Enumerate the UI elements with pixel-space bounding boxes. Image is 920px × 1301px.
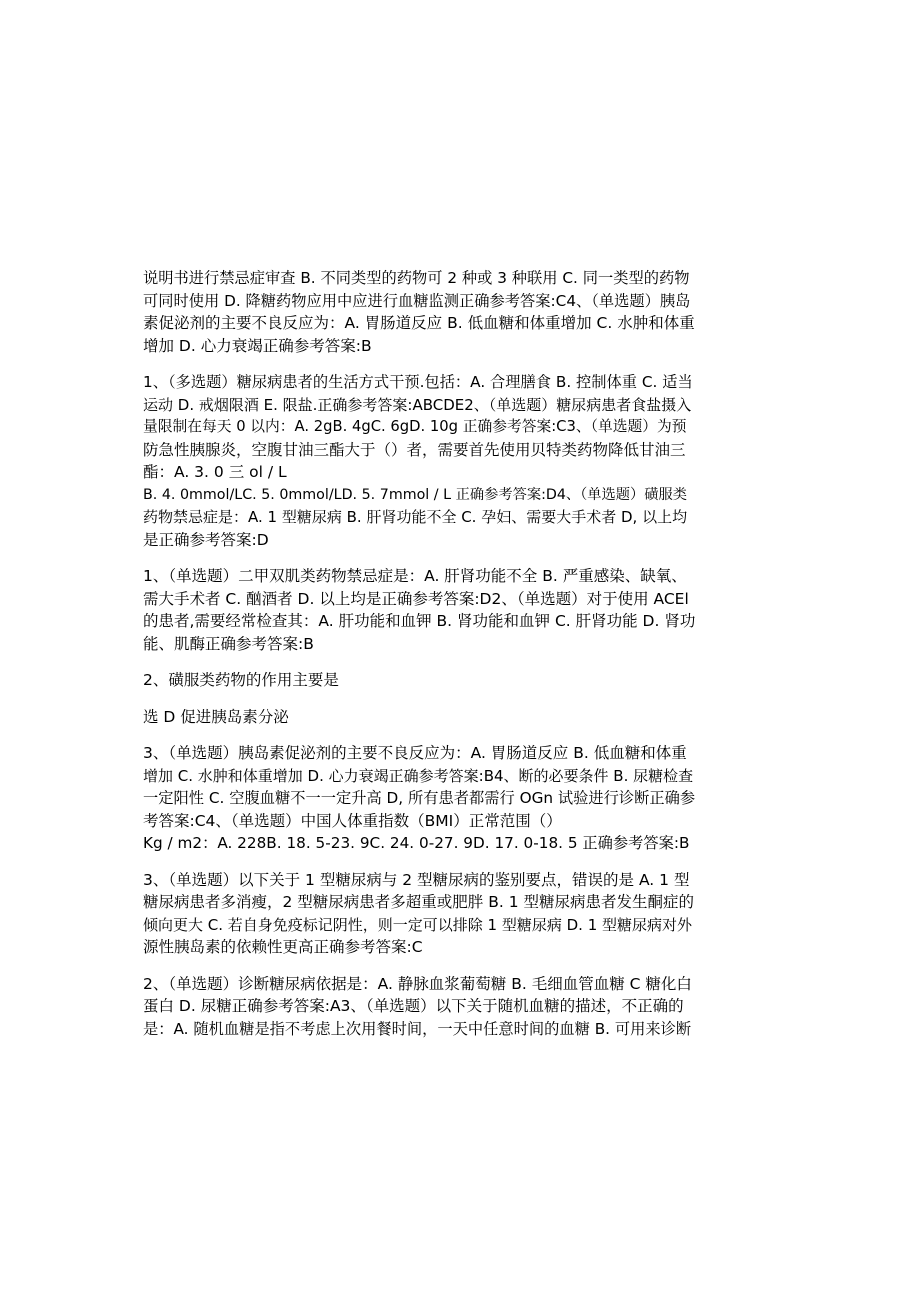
text-line: 1、（多选题）糖尿病患者的生活方式干预.包括：A. 合理膳食 B. 控制体重 C. 适当	[143, 373, 693, 391]
text-line: 说明书进行禁忌症审查 B. 不同类型的药物可 2 种或 3 种联用 C. 同一类型的药物	[143, 269, 690, 287]
paragraph	[143, 267, 695, 357]
text-line: 运动 D. 戒烟限酒 E. 限盐.正确参考答案:ABCDE2、（单选题）糖尿病患者食盐摄入	[143, 395, 692, 414]
text-line: 能、肌酶正确参考答案:B	[143, 634, 314, 653]
paragraph	[143, 973, 691, 1041]
paragraph	[143, 669, 691, 692]
text-line: 是：A. 随机血糖是指不考虑上次用餐时间，一天中任意时间的血糖 B. 可用来诊断	[143, 1019, 692, 1038]
text-line: 可同时使用 D. 降糖药物应用中应进行血糖监测正确参考答案:C4、（单选题）胰岛	[143, 291, 691, 310]
text-line: 2、（单选题）诊断糖尿病依据是：A. 静脉血浆葡萄糖 B. 毛细血管血糖 C 糖化白	[143, 974, 692, 993]
paragraph	[143, 565, 696, 655]
text-line: 增加 D. 心力衰竭正确参考答案:B	[143, 336, 372, 355]
text-line: 增加 C. 水肿和体重增加 D. 心力衰竭正确参考答案:B4、断的必要条件 B. 尿糖检查	[143, 766, 694, 785]
text-line: 的患者,需要经常检查其：A. 肝功能和血钾 B. 肾功能和血钾 C. 肝肾功能 D. 肾功	[143, 612, 696, 630]
text-line: B. 4. 0mmol/LC. 5. 0mmol/LD. 5. 7mmol / L 正确参考答案:D4、（单选题）磺服类	[143, 486, 688, 503]
text-line: 考答案:C4、（单选题）中国人体重指数（BMI）正常范围（）	[143, 811, 562, 830]
text-line: 是正确参考答案:D	[143, 530, 269, 549]
document-body	[143, 267, 696, 1054]
text-line: 药物禁忌症是：A. 1 型糖尿病 B. 肝肾功能不全 C. 孕妇、需要大手术者 D, 以上均	[143, 508, 688, 526]
text-line: 防急性胰腺炎，空腹甘油三酯大于（）者，需要首先使用贝特类药物降低甘油三	[143, 440, 686, 459]
text-line: 选 D 促进胰岛素分泌	[143, 707, 289, 726]
text-line: 糖尿病患者多消瘦，2 型糖尿病患者多超重或肥胖 B. 1 型糖尿病患者发生酮症的	[143, 893, 694, 911]
text-line: 素促泌剂的主要不良反应为：A. 胃肠道反应 B. 低血糖和体重增加 C. 水肿和体重	[143, 314, 695, 332]
text-line: 一定阳性 C. 空腹血糖不一一定升高 D, 所有患者都需行 OGn 试验进行诊断正确参	[143, 789, 696, 807]
text-line: 蛋白 D. 尿糖正确参考答案:A3、（单选题）以下关于随机血糖的描述，不正确的	[143, 997, 684, 1015]
paragraph	[143, 869, 694, 959]
text-line: 倾向更大 C. 若自身免疫标记阴性，则一定可以排除 1 型糖尿病 D. 1 型糖尿病对外	[143, 915, 693, 934]
text-line: 2、磺服类药物的作用主要是	[143, 671, 339, 689]
text-line: 3、（单选题）胰岛素促泌剂的主要不良反应为：A. 胃肠道反应 B. 低血糖和体重	[143, 744, 687, 762]
text-line: 1、（单选题）二甲双肌类药物禁忌症是：A. 肝肾功能不全 B. 严重感染、缺氧、	[143, 567, 687, 585]
text-line: 量限制在每天 0 以内：A. 2gB. 4gC. 6gD. 10g 正确参考答案:C3、（单选题）为预	[143, 418, 687, 435]
text-line: Kg / m2：A. 228B. 18. 5-23. 9C. 24. 0-27. 9D. 17. 0-18. 5 正确参考答案:B	[143, 834, 690, 852]
paragraph	[143, 706, 691, 729]
text-line: 酯：A. 3. 0 三 ol / L	[143, 463, 287, 481]
paragraph	[143, 742, 696, 855]
text-line: 3、（单选题）以下关于 1 型糖尿病与 2 型糖尿病的鉴别要点，错误的是 A. 1 型	[143, 870, 690, 889]
paragraph	[143, 371, 691, 551]
text-line: 需大手术者 C. 酗酒者 D. 以上均是正确参考答案:D2、（单选题）对于使用 ACEl	[143, 589, 689, 608]
text-line: 源性胰岛素的依赖性更高正确参考答案:C	[143, 938, 423, 956]
